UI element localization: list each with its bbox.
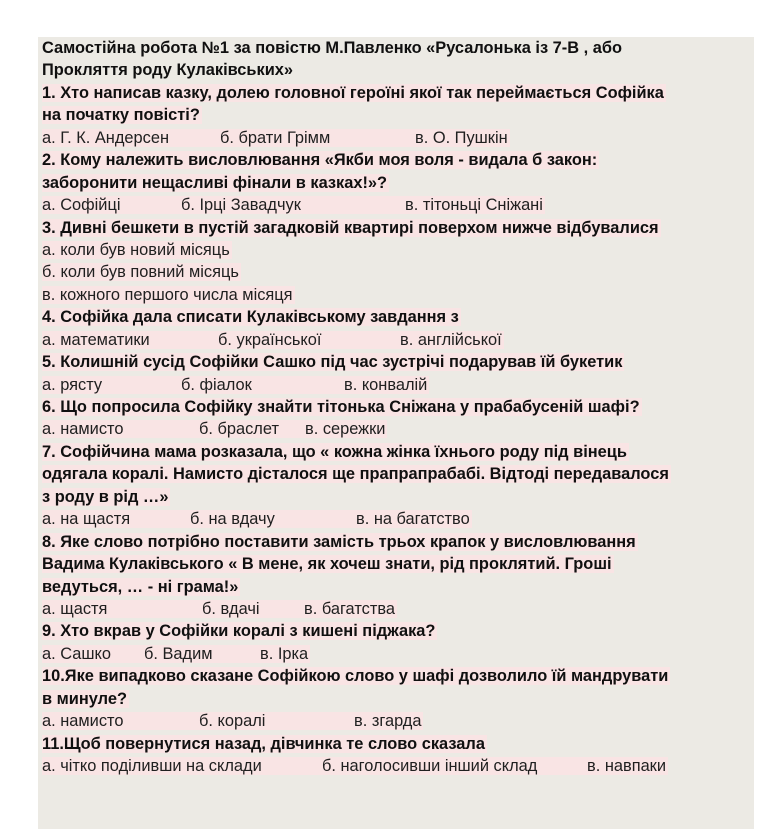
answer-option-c: в. сережки (305, 420, 386, 439)
answer-option-b: б. коралі (199, 712, 266, 731)
question-text: 5. Колишній сусід Софійки Сашко під час зустрічі подарував їй букетик (42, 353, 623, 372)
answer-option-c: в. англійської (400, 330, 502, 349)
answer-option-a: а. математики (42, 330, 150, 349)
answer-option-b: б. фіалок (181, 375, 252, 394)
question-8-line-1 (42, 531, 754, 553)
question-6-line-1 (42, 396, 754, 418)
question-text: 10.Яке випадково сказане Софійкою слово у шафі дозволило їй мандрувати (42, 667, 669, 686)
answer-option-a: а. коли був новий місяць (42, 240, 230, 259)
question-text: Вадима Кулаківського « В мене, як хочеш знати, рід проклятий. Гроші (42, 555, 612, 574)
question-6-answers (42, 418, 754, 440)
question-7-line-1 (42, 441, 754, 463)
answer-option-c: в. конвалій (344, 375, 428, 394)
answer-option-b: б. української (218, 330, 322, 349)
answer-option-b: б. Вадим (144, 644, 213, 663)
question-4-line-1 (42, 306, 754, 328)
question-text: ведуться, … - ні грама!» (42, 577, 239, 596)
question-4-answers (42, 329, 754, 351)
answer-option-c: в. на багатство (356, 510, 470, 529)
answer-option-a: а. рясту (42, 375, 103, 394)
question-2-line-1 (42, 149, 754, 171)
title-line-2 (42, 59, 754, 81)
question-3-line-1 (42, 217, 754, 239)
question-text: 8. Яке слово потрібно поставити замість трьох крапок у висловлювання (42, 532, 636, 551)
question-text: 6. Що попросила Софійку знайти тітонька Сніжана у прабабусеній шафі? (42, 398, 640, 416)
question-text: на початку повісті? (42, 106, 200, 125)
answer-option-a: а. Сашко (42, 644, 111, 663)
question-text: з роду в рід …» (42, 487, 169, 506)
question-5-line-1 (42, 351, 754, 373)
question-8-line-2 (42, 553, 754, 575)
answer-option-c: в. кожного першого числа місяця (42, 285, 293, 304)
answer-option-a: а. Г. К. Андерсен (42, 128, 170, 147)
question-8-line-3 (42, 576, 754, 598)
question-7-answers (42, 508, 754, 530)
question-3-answer-a (42, 239, 754, 261)
answer-option-b: б. брати Грімм (220, 128, 331, 147)
question-2-answers (42, 194, 754, 216)
answer-option-b: б. наголосивши інший склад (322, 757, 538, 775)
question-11-answers (42, 755, 754, 777)
question-text: 4. Софійка дала списати Кулаківському завдання з (42, 308, 459, 327)
title-line-1 (42, 37, 754, 59)
worksheet-text (42, 37, 754, 777)
answer-option-c: в. згарда (354, 712, 422, 731)
answer-option-c: в. О. Пушкін (415, 128, 508, 147)
answer-option-c: в. багатства (304, 599, 395, 618)
answer-option-c: в. навпаки (587, 757, 667, 775)
question-text: 11.Щоб повернутися назад, дівчинка те слово сказала (42, 734, 485, 753)
answer-option-a: а. на щастя (42, 510, 131, 529)
question-text: 1. Хто написав казку, долею головної героїні якої так переймається Софійка (42, 83, 664, 102)
answer-option-b: б. вдачі (202, 599, 260, 618)
question-text: заборонити нещасливі фінали в казках!»? (42, 173, 388, 192)
answer-option-c: в. тітоньці Сніжані (405, 196, 543, 215)
question-text: в минуле? (42, 689, 127, 708)
answer-option-b: б. коли був повний місяць (42, 263, 239, 282)
question-text: 7. Софійчина мама розказала, що « кожна жінка їхнього роду під вінець (42, 442, 627, 461)
answer-option-a: а. намисто (42, 712, 124, 731)
answer-option-b: б. на вдачу (190, 510, 275, 529)
question-11-line-1 (42, 733, 754, 755)
question-9-answers (42, 643, 754, 665)
answer-option-a: а. Софійці (42, 196, 121, 215)
question-7-line-3 (42, 486, 754, 508)
answer-option-a: а. щастя (42, 599, 108, 618)
answer-option-a: а. чітко поділивши на склади (42, 757, 262, 775)
question-2-line-2 (42, 172, 754, 194)
title-text: Самостійна робота №1 за повістю М.Павленко «Русалонька із 7-В , або (42, 39, 622, 57)
question-10-line-1 (42, 665, 754, 687)
answer-option-b: б. браслет (199, 420, 279, 439)
question-text: 9. Хто вкрав у Софійки коралі з кишені піджака? (42, 622, 436, 641)
question-1-line-1 (42, 82, 754, 104)
question-text: одягала коралі. Намисто дісталося ще прапрапрабабі. Відтоді передавалося (42, 465, 669, 484)
title-text: Прокляття роду Кулаківських» (42, 61, 293, 80)
answer-option-a: а. намисто (42, 420, 124, 439)
question-9-line-1 (42, 620, 754, 642)
question-3-answer-c (42, 284, 754, 306)
question-10-answers (42, 710, 754, 732)
question-text: 2. Кому належить висловлювання «Якби моя воля - видала б закон: (42, 151, 598, 170)
answer-option-c: в. Ірка (260, 644, 309, 663)
question-8-answers (42, 598, 754, 620)
question-5-answers (42, 374, 754, 396)
question-text: 3. Дивні бешкети в пустій загадковій квартирі поверхом нижче відбувалися (42, 218, 659, 237)
answer-option-b: б. Ірці Завадчук (181, 196, 301, 215)
question-1-answers (42, 127, 754, 149)
question-10-line-2 (42, 688, 754, 710)
question-7-line-2 (42, 463, 754, 485)
question-1-line-2 (42, 104, 754, 126)
question-3-answer-b (42, 261, 754, 283)
